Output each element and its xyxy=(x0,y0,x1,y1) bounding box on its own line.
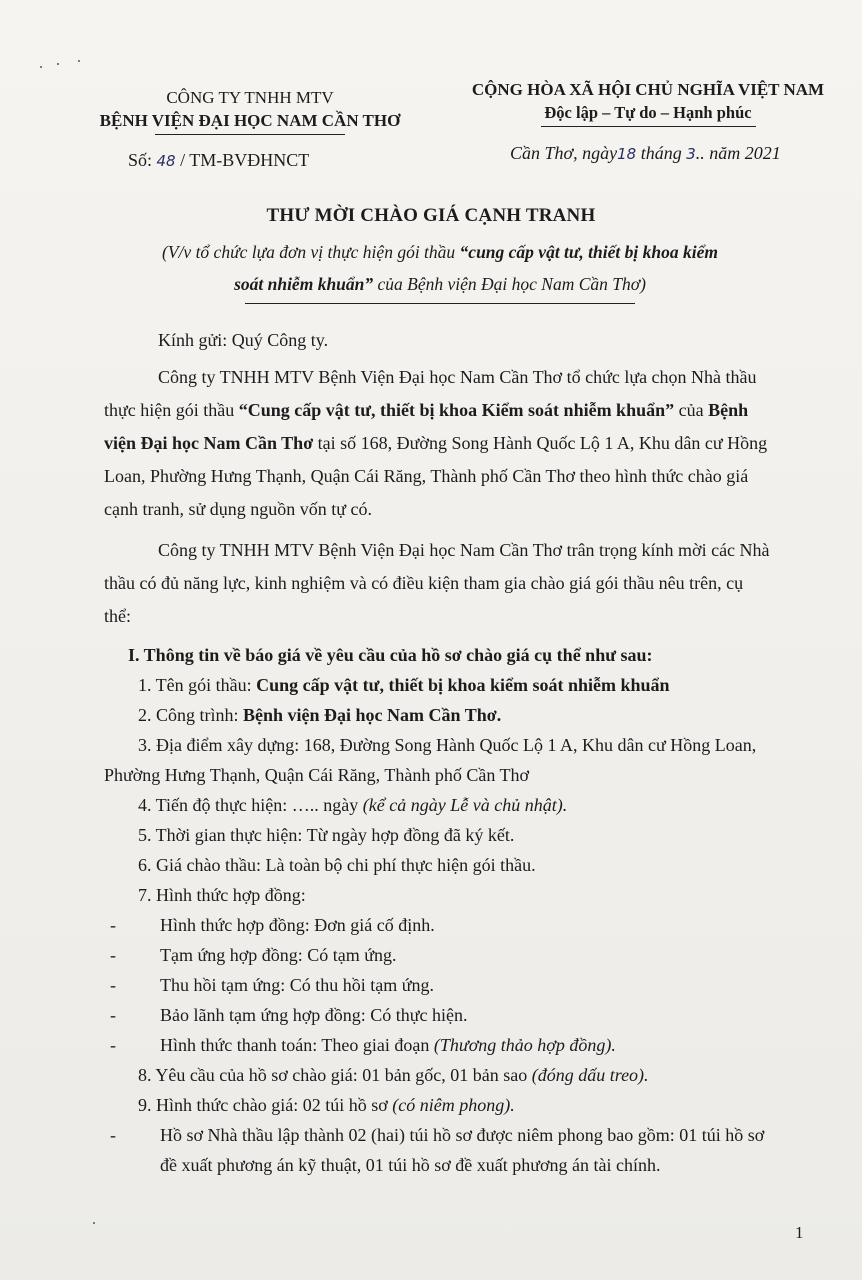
scan-speck xyxy=(57,63,59,65)
scan-speck xyxy=(93,1222,95,1224)
intro-package-name: “Cung cấp vật tư, thiết bị khoa Kiểm soát nhiễm khuẩn” xyxy=(238,400,675,420)
list-item: 3. Địa điểm xây dựng: 168, Đường Song Hành Quốc Lộ 1 A, Khu dân cư Hồng Loan, xyxy=(138,735,757,755)
intro-line-4: Loan, Phường Hưng Thạnh, Quận Cái Răng, Thành phố Cần Thơ theo hình thức chào giá xyxy=(104,466,749,486)
list-item xyxy=(138,700,501,730)
intro-text: của xyxy=(674,400,709,420)
item-label: 9. Hình thức chào giá: 02 túi hồ sơ xyxy=(138,1095,393,1115)
bullet-dash: - xyxy=(110,915,116,935)
document-subject xyxy=(60,236,820,300)
subject-package-name: “cung cấp vật tư, thiết bị khoa kiểm xyxy=(459,242,718,262)
item-label: 1. Tên gói thầu: xyxy=(138,675,257,695)
intro-line-1: Công ty TNHH MTV Bệnh Viện Đại học Nam Cần Thơ tổ chức lựa chọn Nhà thầu xyxy=(158,367,757,387)
item-label: 8. Yêu cầu của hồ sơ chào giá: 01 bản gốc, 01 bản sao xyxy=(138,1065,532,1085)
sub-list-item: Thu hồi tạm ứng: Có thu hồi tạm ứng. xyxy=(160,975,434,995)
bullet-dash: - xyxy=(110,1005,116,1025)
bullet-dash: - xyxy=(110,945,116,965)
intro-text: thực hiện gói thầu xyxy=(104,400,239,420)
handwritten-day: 18 xyxy=(617,145,637,163)
national-header xyxy=(448,78,848,127)
sub-list-item: Hình thức hợp đồng: Đơn giá cố định. xyxy=(160,915,435,935)
item-value: Cung cấp vật tư, thiết bị khoa kiểm soát nhiễm khuẩn xyxy=(256,675,670,695)
date-line xyxy=(510,143,781,164)
list-item xyxy=(138,670,670,700)
list-item: 5. Thời gian thực hiện: Từ ngày hợp đồng đã ký kết. xyxy=(138,825,515,845)
subject-underline xyxy=(245,303,635,304)
scan-speck xyxy=(78,60,80,62)
intro-line-5: cạnh tranh, sử dụng nguồn vốn tự có. xyxy=(104,499,372,519)
motto-underline xyxy=(541,126,756,127)
list-item xyxy=(138,790,567,820)
item-label: 2. Công trình: xyxy=(138,705,244,725)
document-title: THƯ MỜI CHÀO GIÁ CẠNH TRANH xyxy=(266,205,596,226)
page-number: 1 xyxy=(795,1223,804,1242)
item-note: (đóng dấu treo). xyxy=(531,1065,649,1085)
sub-list-item-continuation: đề xuất phương án kỹ thuật, 01 túi hồ sơ đề xuất phương án tài chính. xyxy=(160,1155,661,1175)
invite-line-3: thể: xyxy=(104,606,131,626)
subject-text: (V/v tổ chức lựa đơn vị thực hiện gói thầu xyxy=(162,242,460,262)
header-underline xyxy=(155,134,345,135)
date-place: Cần Thơ, ngày xyxy=(510,143,618,163)
invite-line-2: thầu có đủ năng lực, kinh nghiệm và có điều kiện tham gia chào giá gói thầu nêu trên, cụ xyxy=(104,573,744,593)
list-item xyxy=(138,1090,515,1120)
national-title: CỘNG HÒA XÃ HỘI CHỦ NGHĨA VIỆT NAM xyxy=(471,80,825,99)
list-item xyxy=(138,1060,649,1090)
date-month-label: tháng xyxy=(636,143,687,163)
hospital-name: BỆNH VIỆN ĐẠI HỌC NAM CẦN THƠ xyxy=(99,111,401,130)
invite-line-1: Công ty TNHH MTV Bệnh Viện Đại học Nam Cần Thơ trân trọng kính mời các Nhà xyxy=(158,540,770,560)
bullet-dash: - xyxy=(110,1125,116,1145)
sub-list-item xyxy=(160,1030,616,1060)
handwritten-number: 48 xyxy=(156,152,176,170)
bullet-dash: - xyxy=(110,975,116,995)
item-label: 4. Tiến độ thực hiện: ….. ngày xyxy=(138,795,363,815)
handwritten-month: 3 xyxy=(686,145,696,163)
item-note: (có niêm phong). xyxy=(392,1095,515,1115)
reference-suffix: / TM-BVĐHNCT xyxy=(175,150,310,170)
bullet-dash: - xyxy=(110,1035,116,1055)
organization-name: CÔNG TY TNHH MTV xyxy=(166,88,334,107)
list-item: 6. Giá chào thầu: Là toàn bộ chi phí thực hiện gói thầu. xyxy=(138,855,536,875)
list-item-continuation: Phường Hưng Thạnh, Quận Cái Răng, Thành phố Cần Thơ xyxy=(104,765,530,785)
subject-package-name-cont: soát nhiễm khuẩn” xyxy=(234,274,374,294)
scan-speck xyxy=(40,66,42,68)
salutation: Kính gửi: Quý Công ty. xyxy=(158,330,329,350)
organization-header xyxy=(90,86,410,135)
list-item: 7. Hình thức hợp đồng: xyxy=(138,885,306,905)
national-motto: Độc lập – Tự do – Hạnh phúc xyxy=(544,103,752,122)
item-value: Bệnh viện Đại học Nam Cần Thơ. xyxy=(243,705,502,725)
sub-list-item: Hồ sơ Nhà thầu lập thành 02 (hai) túi hồ sơ được niêm phong bao gồm: 01 túi hồ sơ xyxy=(160,1125,765,1145)
item-note: (Thương thảo hợp đồng). xyxy=(433,1035,616,1055)
intro-line-3 xyxy=(104,428,767,458)
intro-line-2 xyxy=(104,395,748,425)
item-label: Hình thức thanh toán: Theo giai đoạn xyxy=(160,1035,434,1055)
subject-text-cont: của Bệnh viện Đại học Nam Cần Thơ) xyxy=(373,274,646,294)
intro-hospital-name: Bệnh xyxy=(708,400,749,420)
reference-prefix: Số: xyxy=(128,150,157,170)
item-note: (kể cả ngày Lễ và chủ nhật). xyxy=(362,795,568,815)
date-year: .. năm 2021 xyxy=(695,143,781,163)
intro-text: tại số 168, Đường Song Hành Quốc Lộ 1 A, Khu dân cư Hồng xyxy=(313,433,768,453)
section-heading: I. Thông tin về báo giá về yêu cầu của hồ sơ chào giá cụ thể như sau: xyxy=(128,645,653,665)
reference-number xyxy=(128,150,309,171)
sub-list-item: Bảo lãnh tạm ứng hợp đồng: Có thực hiện. xyxy=(160,1005,468,1025)
sub-list-item: Tạm ứng hợp đồng: Có tạm ứng. xyxy=(160,945,397,965)
intro-hospital-name: viện Đại học Nam Cần Thơ xyxy=(104,433,314,453)
